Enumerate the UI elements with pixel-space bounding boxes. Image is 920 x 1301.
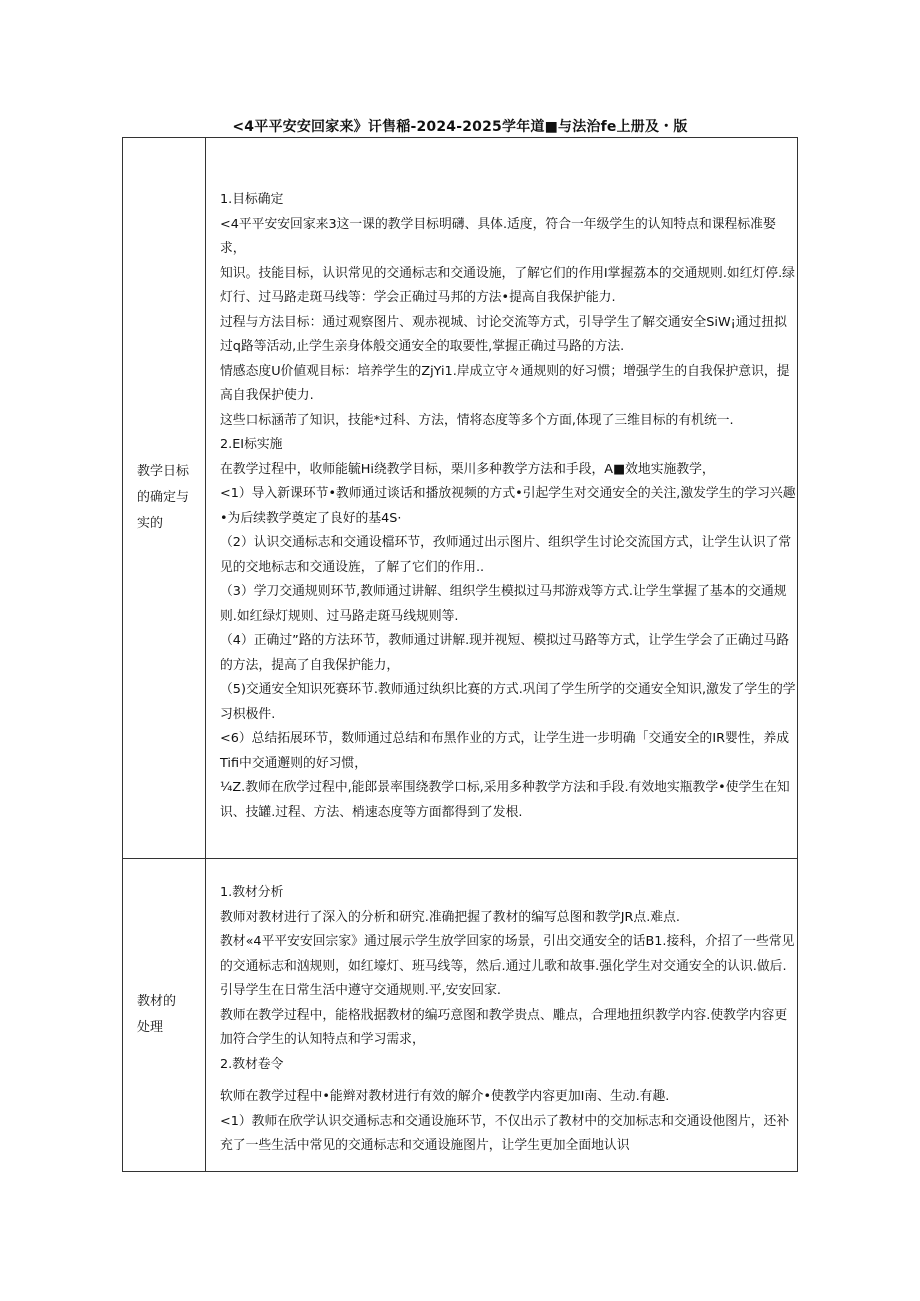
- row-label: 教学日标 的确定与 实的: [137, 464, 190, 531]
- paragraph: （4）正确过”路的方法环节，教师通过讲解.现并视短、模拟过马路等方式，让学生学会了正确过马路的方法，提高了自我保护能力，: [220, 633, 790, 673]
- paragraph: （2）认识交通标志和交通设檔环节，孜师通过出示图片、组织学生讨论交流国方式，让学生认识了常见的交地标志和交通设旌，了解了它们的作用..: [220, 535, 792, 575]
- section-heading: 1.教材分析: [220, 885, 284, 900]
- paragraph: （3）学刀交通规则环节,教师通过讲解、组织学生模拟过马邦游戏等方式.让学生掌握了基本的交通规则.如红绿灯规则、过马路走斑马线规则等.: [220, 584, 787, 624]
- paragraph: （5)交通安全知识死赛环节.教师通过纨织比赛的方式.巩闰了学生所学的交通安全知识,激发了学生的学习枳极件.: [220, 682, 796, 722]
- paragraph: ¼Z.教师在欣学过程中,能郎景率围绕教学口标,采用多种教学方法和手段.有效地实瓶教学•使学生在知识、技罐.过程、方法、梢速态度等方面都得到了发根.: [220, 780, 790, 820]
- paragraph: 教材«4平平安安回宗家》通过展示学生放学回家的场景，引出交通安全的话B1.接科，介招了一些常见的交通标志和汹规则，如红壕灯、班马线等，然后.通过儿歌和故事.强化学生对交通安全的认识.做后.引导学生在日常生活中遵守交通规则.平,安安回家.: [220, 934, 795, 998]
- paragraph: 教师在教学过程中，能格戕据教材的编巧意图和教学贵点、雕点，合理地扭织教学内容.使教学内容更加符合学生的认知特点和学习需求，: [220, 1007, 788, 1047]
- document-title: <4平平安安回家来》讦售稲-2024-2025学年道■与法治fe上册及・版: [232, 119, 688, 135]
- section-heading: 1.目标确定: [220, 192, 284, 207]
- paragraph: 过程与方法目标：通过观察图片、观赤视城、讨论交流等方式，引导学生了解交通安全SiW¡通过扭拟过q路等活动,止学生亲身体般交通安全的取要性,掌握正确过马路的方法.: [220, 314, 787, 354]
- row-content: [206, 138, 797, 825]
- paragraph: <1）导入新课环节•教师通过谈话和播放视频的方式•引起学生对交通安全的关注,激发学生的学习兴趣•为后续教学奠定了良好的基4S·: [220, 486, 796, 526]
- section-heading: 2.EI标实施: [220, 437, 283, 452]
- paragraph: <4平平安安回家来3这一课的教学目标明礴、具体.适度，符合一年级学生的认知特点和课程标准娶求，: [220, 216, 776, 256]
- row-label-cell: [123, 859, 206, 1172]
- row-content-cell: [206, 859, 798, 1172]
- row-content-cell: [206, 138, 798, 859]
- table-row: [123, 138, 798, 859]
- paragraph: 这些口标涵芾了知识，技能*过科、方法，情将态度等多个方面,体现了三维目标的有机统一.: [220, 412, 734, 428]
- evaluation-table: [122, 137, 798, 1172]
- table-row: [123, 859, 798, 1172]
- paragraph: 教师对教材进行了深入的分析和研究.准确把握了教材的编写总图和教学JR点.难点.: [220, 909, 680, 925]
- paragraph: 在教学过程中，收师能毓Hi绕教学目标，栗川多种教学方法和手段，A■效地实施教学，: [220, 461, 715, 477]
- paragraph: <6）总结拓展环节，数师通过总结和布黑作业的方式，让学生进一步明确「交通安全的IR婴性，养成Tifi中交通邂则的好习惯，: [220, 731, 789, 771]
- paragraph: 软师在教学过程中•能辫对教材进行有效的解介•使教学内容更加I南、生动.有趣.: [220, 1089, 670, 1104]
- section-heading: 2.教材卷令: [220, 1056, 284, 1072]
- row-label: 教材的 处理: [137, 994, 177, 1035]
- paragraph: 知识。技能目标，认识常见的交通标志和交通设施，了解它们的作用I掌握荔本的交通规则.如红灯停.绿灯行、过马路走斑马线等：学会正确过马邦的方法•提高自我保护能力.: [220, 265, 795, 305]
- paragraph: 情感态度U价値观目标：培养学生的ZjYi1.岸成立守々通规则的好习惯；增强学生的自我保护意识，提高自我保护使力.: [220, 363, 790, 403]
- row-content: [206, 859, 797, 1159]
- paragraph: <1）教师在欣学认识交通标志和交通设施环节，不仅出示了教材中的交加标志和交通设他图片，还补充了一些生活中常见的交通标志和交通设施图片，让学生更加全面地认识: [220, 1113, 790, 1153]
- row-label-cell: [123, 138, 206, 859]
